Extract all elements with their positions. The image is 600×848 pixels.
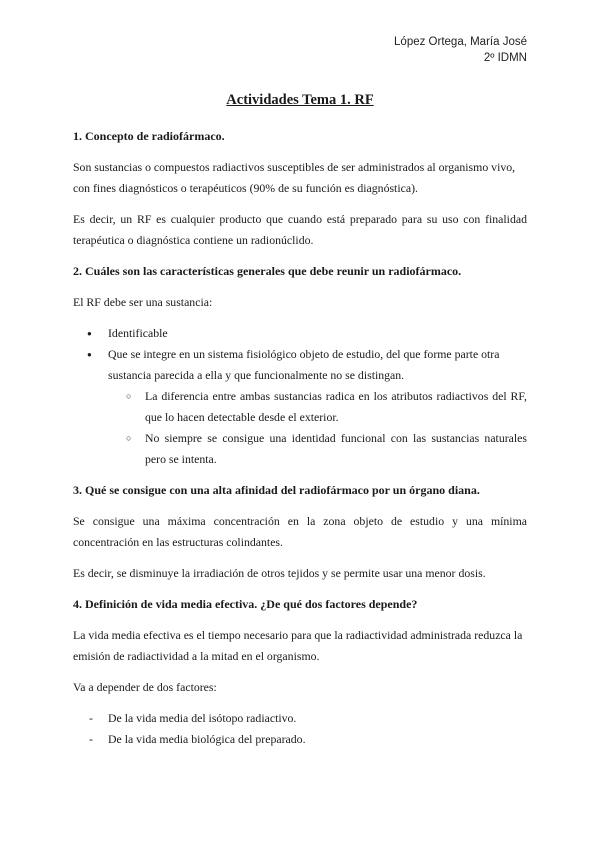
section-heading: 1. Concepto de radiofármaco. bbox=[73, 129, 225, 143]
section-4 bbox=[73, 594, 527, 750]
paragraph: Son sustancias o compuestos radiactivos susceptibles de ser administrados al organismo vivo, con fines diagnósticos o terapéuticos (90% de su función es diagnóstica). bbox=[73, 160, 516, 195]
paragraph: Se consigue una máxima concentración en la zona objeto de estudio y una mínima concentración en las estructuras colindantes. bbox=[73, 514, 527, 549]
course-label: 2º IDMN bbox=[483, 52, 527, 64]
document-title: Actividades Tema 1. RF bbox=[226, 92, 374, 108]
dash-list bbox=[73, 708, 527, 750]
paragraph: Es decir, se disminuye la irradiación de otros tejidos y se permite usar una menor dosis. bbox=[73, 566, 486, 580]
list-item: - De la vida media biológica del preparado. bbox=[73, 729, 527, 750]
page-header bbox=[394, 34, 527, 66]
paragraph: Es decir, un RF es cualquier producto que cuando está preparado para su uso con finalidad terapéutica o diagnóstica contiene un radionúclido. bbox=[73, 212, 527, 247]
section-2 bbox=[73, 261, 527, 470]
paragraph: El RF debe ser una sustancia: bbox=[73, 295, 213, 309]
paragraph: Va a depender de dos factores: bbox=[73, 680, 217, 694]
document-body bbox=[73, 126, 527, 760]
sub-list-item: ○ No siempre se consigue una identidad funcional con las sustancias naturales pero se intenta. bbox=[108, 428, 527, 470]
list-item: - De la vida media del isótopo radiactivo. bbox=[73, 708, 527, 729]
paragraph: La vida media efectiva es el tiempo necesario para que la radiactividad administrada reduzca la emisión de radiactividad a la mitad en el organismo. bbox=[73, 628, 523, 663]
section-heading: 4. Definición de vida media efectiva. ¿De qué dos factores depende? bbox=[73, 597, 418, 611]
list-item: ● Identificable bbox=[73, 323, 527, 344]
list-item bbox=[73, 344, 527, 470]
bullet-list bbox=[73, 323, 527, 470]
sub-bullet-list bbox=[108, 386, 527, 470]
section-heading: 3. Qué se consigue con una alta afinidad del radiofármaco por un órgano diana. bbox=[73, 483, 480, 497]
sub-list-item: ○ La diferencia entre ambas sustancias radica en los atributos radiactivos del RF, que lo hacen detectable desde el exterior. bbox=[108, 386, 527, 428]
section-3 bbox=[73, 480, 527, 584]
author-name: López Ortega, María José bbox=[394, 36, 527, 48]
section-1 bbox=[73, 126, 527, 251]
section-heading: 2. Cuáles son las características generales que debe reunir un radiofármaco. bbox=[73, 264, 462, 278]
list-item-text: Que se integre en un sistema fisiológico objeto de estudio, del que forme parte otra sustancia parecida a ella y que funcionalmente no se distingan. bbox=[108, 347, 500, 382]
